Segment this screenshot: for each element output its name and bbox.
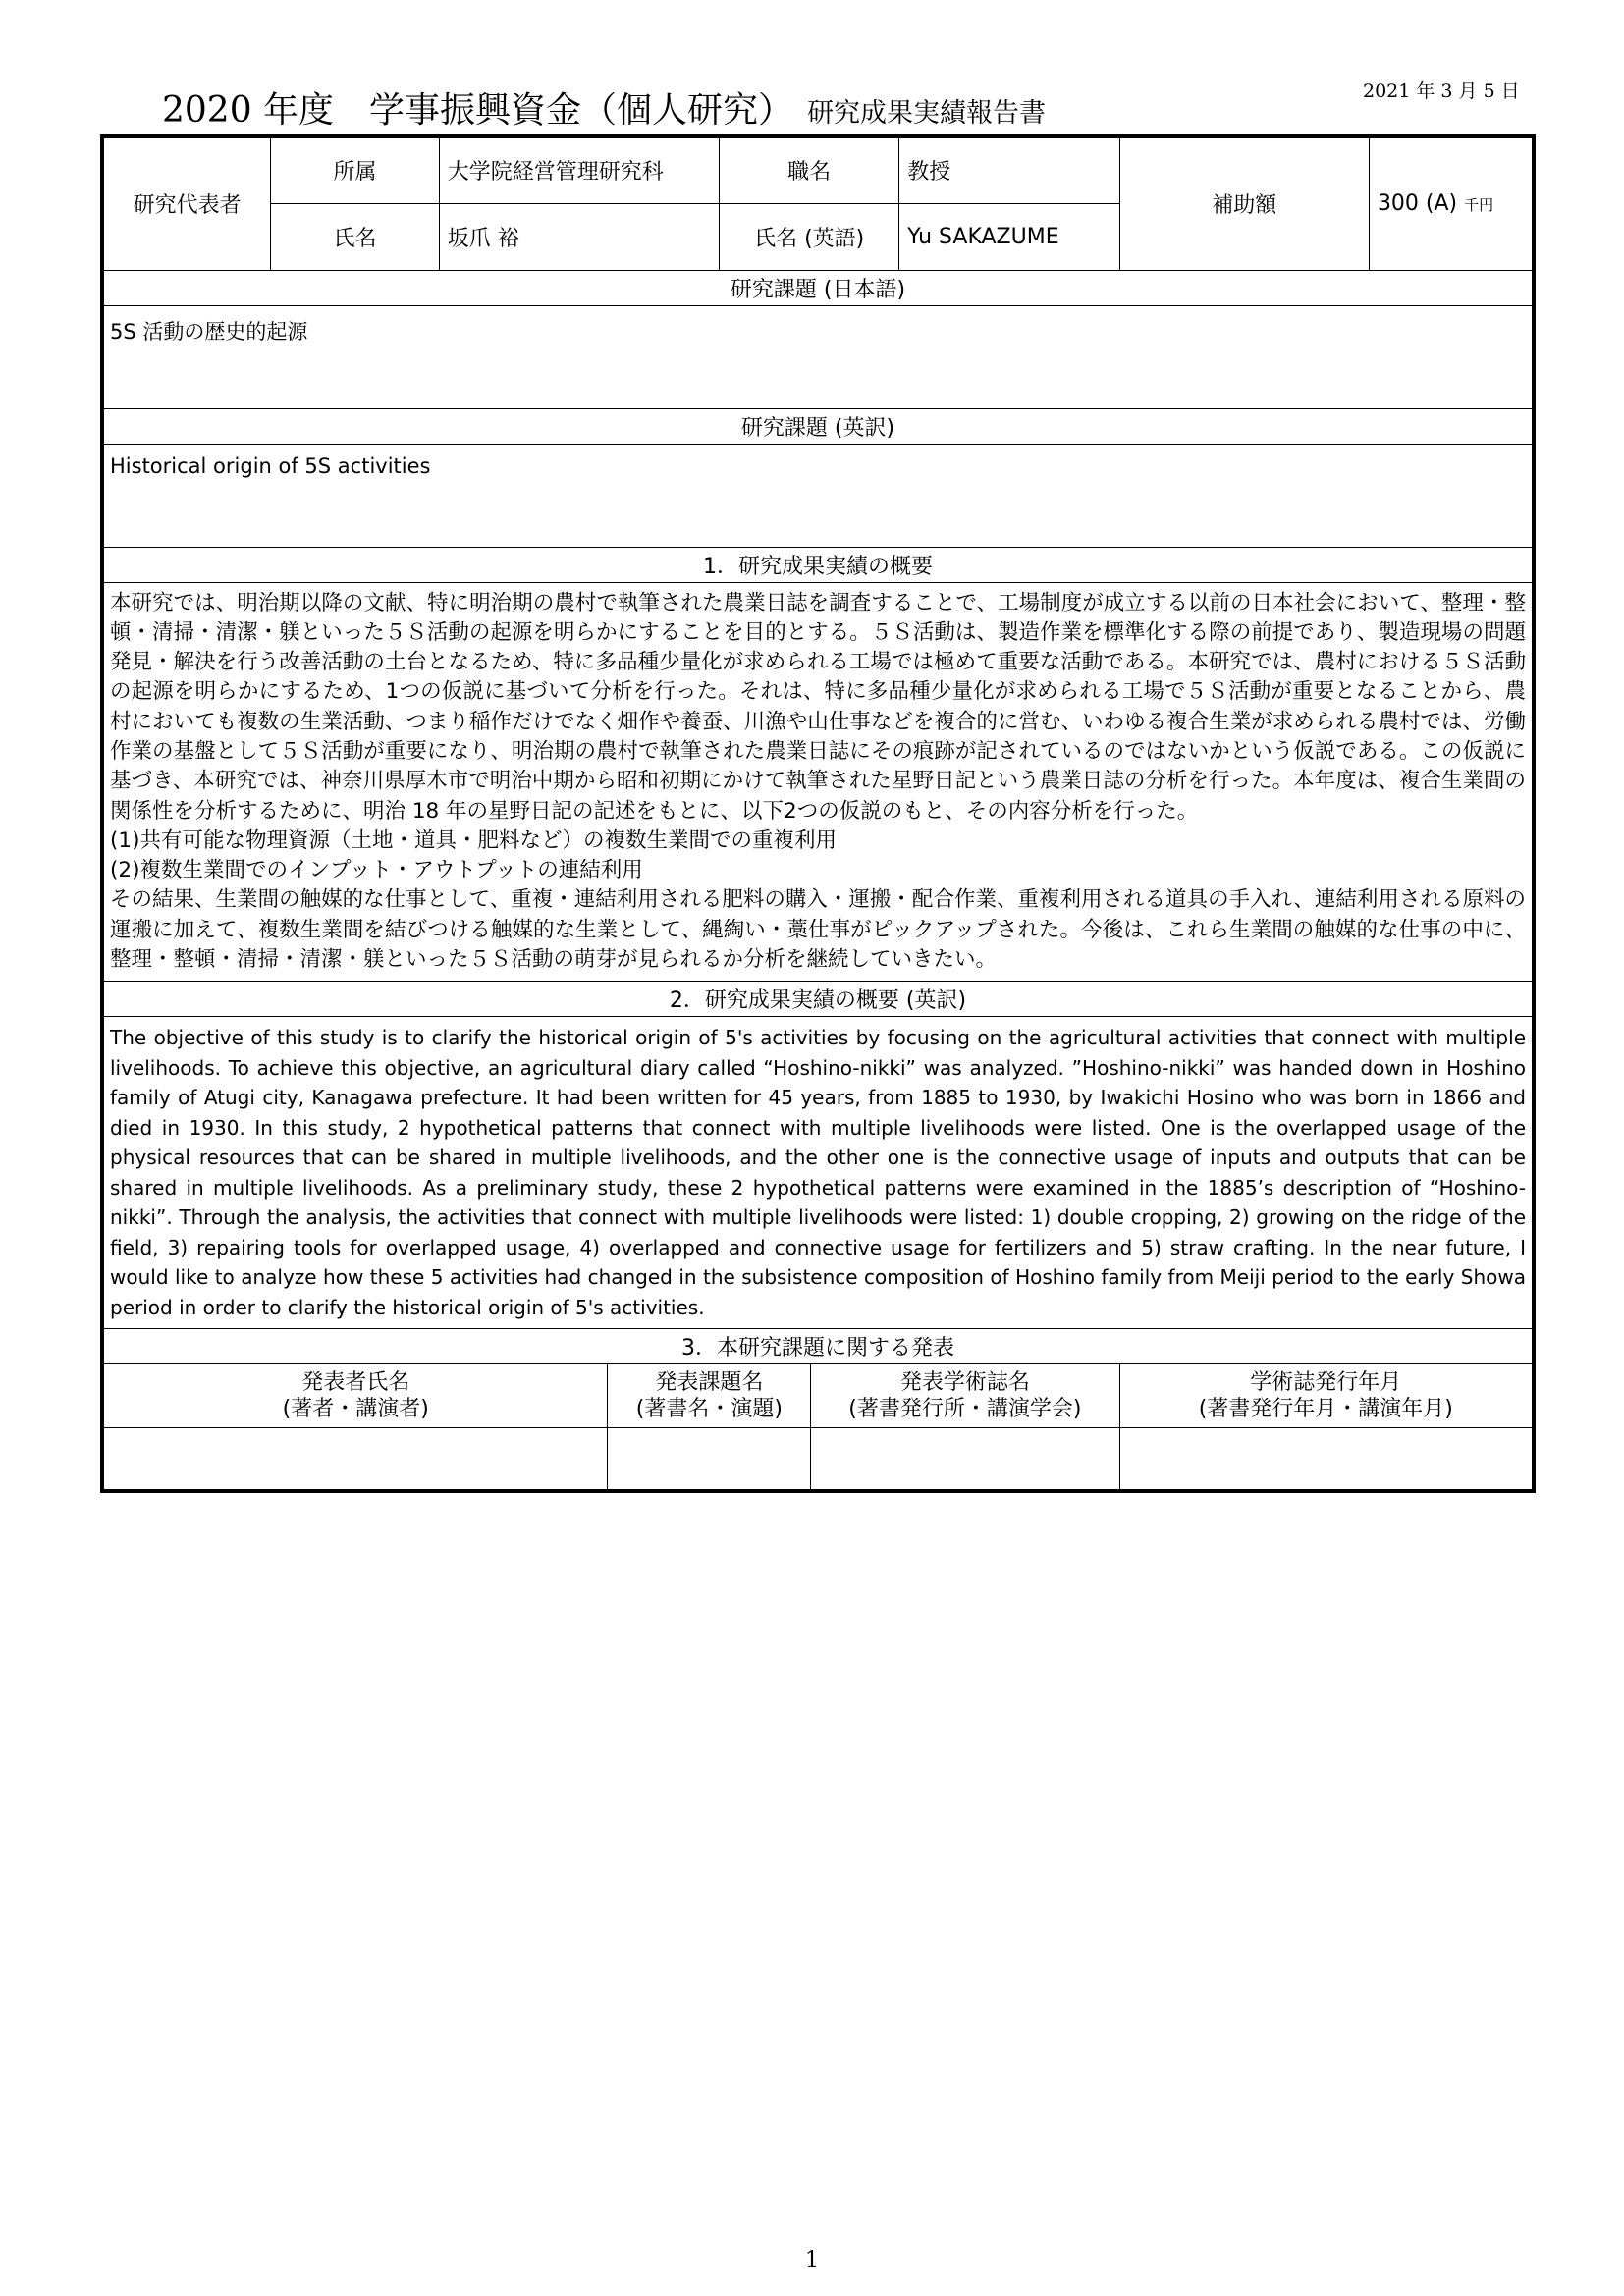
name-en-label: 氏名 (英語): [720, 203, 899, 270]
pub-cell-journal: [811, 1428, 1119, 1491]
topic-en-value: Historical origin of 5S activities: [102, 444, 1534, 547]
affiliation-value: 大学院経営管理研究科: [439, 136, 719, 203]
grant-amount: 300 (A): [1377, 191, 1458, 217]
report-date: 2021 年 3 月 5 日: [1363, 80, 1520, 102]
pub-col-journal-line2: (著書発行所・講演学会): [848, 1397, 1082, 1422]
grant-value: [1369, 136, 1534, 270]
topic-jp-value: 5S 活動の歴史的起源: [102, 305, 1534, 408]
pub-col-journal: [811, 1364, 1119, 1428]
pub-col-title-line1: 発表課題名: [655, 1370, 764, 1396]
summary-jp-paragraph-2: その結果、生業間の触媒的な仕事として、重複・連結利用される肥料の購入・運搬・配合作業、重複利用される道具の手入れ、連結利用される原料の運搬に加えて、複数生業間を結びつける触媒的な生業として、縄綯い・藁仕事がピックアップされた。今後は、これら生業間の触媒的な仕事の中に、整理・整頓・清掃・清潔・躾といった５Ｓ活動の萌芽が見られるか分析を継続していきたい。: [110, 887, 1526, 973]
pub-col-presenter-line2: (著者・講演者): [282, 1397, 429, 1422]
name-en-value: Yu SAKAZUME: [899, 203, 1119, 270]
pub-col-journal-line1: 発表学術誌名: [899, 1370, 1030, 1396]
summary-jp-heading: 1．研究成果実績の概要: [102, 547, 1534, 582]
summary-en-heading: 2．研究成果実績の概要 (英訳): [102, 982, 1534, 1017]
grant-label: 補助額: [1119, 136, 1369, 270]
summary-jp-body: [102, 582, 1534, 982]
representative-label: 研究代表者: [102, 136, 271, 270]
position-value: 教授: [899, 136, 1119, 203]
title-sub: 研究成果実績報告書: [807, 98, 1047, 129]
pub-cell-date: [1119, 1428, 1534, 1491]
affiliation-label: 所属: [271, 136, 440, 203]
pub-col-presenter-line1: 発表者氏名: [301, 1370, 410, 1396]
pub-col-title-line2: (著書名・演題): [635, 1397, 783, 1422]
pub-cell-title: [608, 1428, 811, 1491]
report-form: [100, 134, 1536, 1493]
summary-jp-item-1: (1)共有可能な物理資源（土地・道具・肥料など）の複数生業間での重複利用: [110, 828, 837, 853]
position-label: 職名: [720, 136, 899, 203]
summary-jp-paragraph-1: 本研究では、明治期以降の文献、特に明治期の農村で執筆された農業日誌を調査することで、工場制度が成立する以前の日本社会において、整理・整頓・清掃・清潔・躾といった５Ｓ活動の起源を明らかにすることを目的とする。５Ｓ活動は、製造作業を標準化する際の前提であり、製造現場の問題発見・解決を行う改善活動の土台となるため、特に多品種少量化が求められる工場では極めて重要な活動である。本研究では、農村における５Ｓ活動の起源を明らかにするため、1つの仮説に基づいて分析を行った。それは、特に多品種少量化が求められる工場で５Ｓ活動が重要となることから、農村においても複数の生業活動、つまり稲作だけでなく畑作や養蚕、川漁や山仕事などを複合的に営む、いわゆる複合生業が求められる農村では、労働作業の基盤として５Ｓ活動が重要になり、明治期の農村で執筆された農業日誌にその痕跡が記されているのではないかという仮説である。この仮説に基づき、本研究では、神奈川県厚木市で明治中期から昭和初期にかけて執筆された星野日記という農業日誌の分析を行った。本年度は、複合生業間の関係性を分析するために、明治 18 年の星野日記の記述をもとに、以下2つの仮説のもと、その内容分析を行った。: [110, 590, 1526, 824]
pub-col-date-line1: 学術誌発行年月: [1250, 1370, 1402, 1396]
title-main: 2020 年度 学事振興資金（個人研究）: [162, 90, 794, 131]
pub-col-title: [608, 1364, 811, 1428]
page-title: [162, 82, 1046, 133]
publications-heading: 3．本研究課題に関する発表: [102, 1329, 1534, 1364]
summary-en-body: The objective of this study is to clarify the historical origin of 5's activities by focusing on the agricultural activities that connect with multiple livelihoods. To achieve this objective, an agricultural diary called “Hoshino-nikki” was analyzed. ”Hoshino-nikki” was handed down in Hoshino family of Atugi city, Kanagawa prefecture. It had been written for 45 years, from 1885 to 1930, by Iwakichi Hosino who was born in 1866 and died in 1930. In this study, 2 hypothetical patterns that connect with multiple livelihoods were listed. One is the overlapped usage of the physical resources that can be shared in multiple livelihoods, and the other one is the connective usage of inputs and outputs that can be shared in multiple livelihoods. As a preliminary study, these 2 hypothetical patterns were examined in the 1885’s description of “Hoshino-nikki”. Through the analysis, the activities that connect with multiple livelihoods were listed: 1) double cropping, 2) growing on the ridge of the field, 3) repairing tools for overlapped usage, 4) overlapped and connective usage for fertilizers and 5) straw crafting. In the near future, I would like to analyze how these 5 activities had changed in the subsistence composition of Hoshino family from Meiji period to the early Showa period in order to clarify the historical origin of 5's activities.: [102, 1017, 1534, 1329]
pub-cell-presenter: [102, 1428, 608, 1491]
pub-col-date-line2: (著書発行年月・講演年月): [1198, 1397, 1453, 1422]
name-label: 氏名: [271, 203, 440, 270]
page-number: 1: [805, 2248, 819, 2272]
name-value: 坂爪 裕: [439, 203, 719, 270]
topic-en-heading: 研究課題 (英訳): [102, 408, 1534, 444]
pub-col-presenter: [102, 1364, 608, 1428]
pub-col-date: [1119, 1364, 1534, 1428]
summary-jp-item-2: (2)複数生業間でのインプット・アウトプットの連結利用: [110, 858, 643, 883]
topic-jp-heading: 研究課題 (日本語): [102, 270, 1534, 305]
grant-unit: 千円: [1464, 196, 1494, 215]
